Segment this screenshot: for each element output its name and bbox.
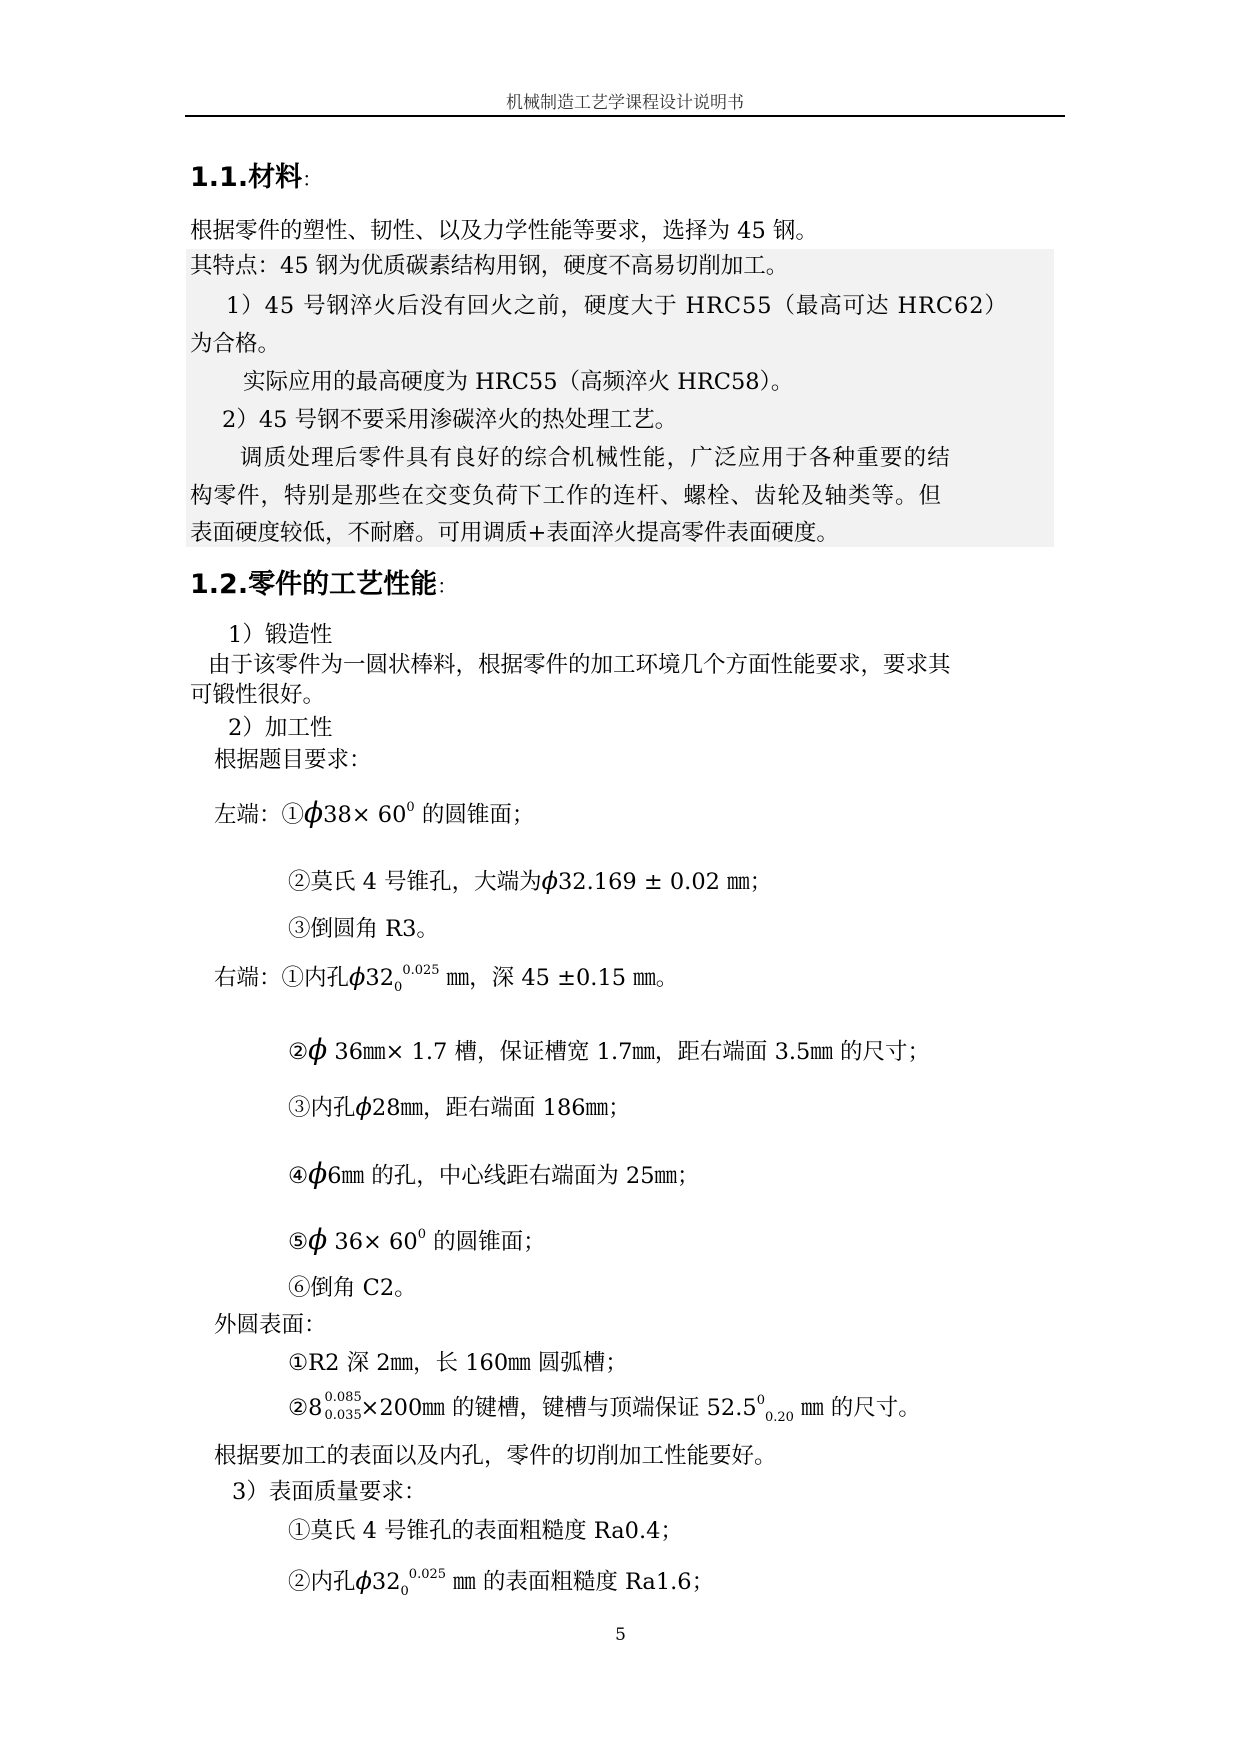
- item-text: 36× 60: [327, 1229, 418, 1255]
- diameter-symbol: ϕ: [308, 1223, 328, 1256]
- item-text: ×200㎜ 的键槽，键槽与顶端保证 52.5: [360, 1395, 757, 1421]
- item-text: ③内孔: [288, 1095, 356, 1121]
- paragraph: 根据要加工的表面以及内孔，零件的切削加工性能要好。: [214, 1443, 777, 1469]
- paragraph: 可锻性很好。: [190, 682, 326, 708]
- item-text: 38× 60: [323, 802, 407, 828]
- paragraph: 其特点：45 钢为优质碳素结构用钢，硬度不高易切削加工。: [190, 253, 789, 279]
- item-text: 32: [365, 965, 395, 991]
- item-text: ②内孔: [288, 1569, 356, 1595]
- tolerance-stack: [323, 1390, 362, 1423]
- item-text: 28㎜，距右端面 186㎜；: [371, 1095, 631, 1121]
- paragraph: 为合格。: [190, 331, 281, 357]
- superscript: 0.025: [402, 963, 440, 978]
- superscript: 0: [406, 800, 415, 815]
- item-text: 6㎜ 的孔，中心线距右端面为 25㎜；: [327, 1163, 700, 1189]
- diameter-symbol: ϕ: [308, 1033, 328, 1066]
- subscript: 0: [394, 980, 403, 995]
- item-text: 的圆锥面；: [425, 1229, 546, 1255]
- item-marker: ②: [288, 1039, 309, 1065]
- right-end-item-2: [288, 1035, 930, 1067]
- right-end-item-3: [288, 1092, 631, 1123]
- item-text: 32.169 ± 0.02 ㎜；: [557, 869, 773, 895]
- upper-deviation: 0.085: [324, 1390, 362, 1405]
- heading-colon: ：: [302, 167, 323, 191]
- left-end-item-3: ③倒圆角 R3。: [288, 916, 439, 942]
- section-heading-process-properties: [190, 570, 457, 601]
- right-end-label: 右端：: [214, 965, 282, 991]
- section-heading-materials: [190, 163, 322, 194]
- surface-item-2: [288, 1566, 714, 1601]
- paragraph: 2）45 号钢不要采用渗碳淬火的热处理工艺。: [222, 407, 678, 433]
- outer-surface-item-1: ①R2 深 2㎜，长 160㎜ 圆弧槽；: [288, 1350, 628, 1376]
- superscript: 0: [756, 1393, 765, 1408]
- item-text: 36㎜× 1.7 槽，保证槽宽 1.7㎜，距右端面 3.5㎜ 的尺寸；: [327, 1039, 931, 1065]
- paragraph: 实际应用的最高硬度为 HRC55（高频淬火 HRC58）。: [243, 369, 794, 395]
- left-end-label: 左端：: [214, 802, 282, 828]
- outer-surface-label: 外圆表面：: [214, 1312, 327, 1338]
- heading-colon: ：: [437, 574, 458, 598]
- item-marker: ⑤: [288, 1229, 309, 1255]
- item-marker: ①: [281, 802, 305, 828]
- item-text: ①内孔: [281, 965, 350, 991]
- surface-item-1: ①莫氏 4 号锥孔的表面粗糙度 Ra0.4；: [288, 1518, 683, 1544]
- lower-deviation: 0.035: [324, 1408, 362, 1423]
- diameter-symbol: ϕ: [541, 867, 558, 895]
- superscript: 0: [417, 1227, 426, 1242]
- paragraph: 调质处理后零件具有良好的综合机械性能，广泛应用于各种重要的结: [240, 445, 952, 471]
- paragraph: 根据零件的塑性、韧性、以及力学性能等要求，选择为 45 钢。: [190, 218, 818, 244]
- heading-text: 1.2.零件的工艺性能: [190, 569, 438, 600]
- paragraph: 1）45 号钢淬火后没有回火之前，硬度大于 HRC55（最高可达 HRC62）: [226, 293, 1008, 319]
- left-end-item-1: [214, 798, 534, 834]
- paragraph: 构零件，特别是那些在交变负荷下工作的连杆、螺栓、齿轮及轴类等。但: [190, 483, 943, 509]
- right-end-item-6: ⑥倒角 C2。: [288, 1275, 417, 1301]
- diameter-symbol: ϕ: [308, 1157, 328, 1190]
- paragraph: 由于该零件为一圆状棒料，根据零件的加工环境几个方面性能要求，要求其: [208, 652, 951, 678]
- subscript: 0.20: [764, 1410, 794, 1425]
- outer-surface-item-2: [288, 1390, 921, 1427]
- item-text: ②莫氏 4 号锥孔，大端为: [288, 869, 542, 895]
- subheading-surface-quality: 3）表面质量要求：: [232, 1479, 427, 1505]
- right-end-item-5: [288, 1225, 546, 1261]
- diameter-symbol: ϕ: [355, 1093, 372, 1121]
- diameter-symbol: ϕ: [349, 963, 366, 991]
- item-text: 32: [371, 1569, 401, 1595]
- item-text: ②8: [288, 1395, 323, 1421]
- subheading-forgeability: 1）锻造性: [228, 622, 333, 648]
- item-text: 的圆锥面；: [414, 802, 535, 828]
- right-end-item-1: [214, 962, 678, 997]
- running-header: 机械制造工艺学课程设计说明书: [506, 93, 744, 113]
- item-text: ㎜ 的表面粗糙度 Ra1.6；: [446, 1569, 715, 1595]
- superscript: 0.025: [408, 1567, 447, 1582]
- heading-text: 1.1.材料: [190, 162, 303, 193]
- right-end-item-4: [288, 1159, 700, 1191]
- paragraph: 表面硬度较低，不耐磨。可用调质+表面淬火提高零件表面硬度。: [190, 520, 839, 546]
- header-rule: [185, 115, 1065, 117]
- diameter-symbol: ϕ: [304, 796, 324, 829]
- paragraph: 根据题目要求：: [214, 747, 372, 773]
- item-text: ㎜ 的尺寸。: [793, 1395, 921, 1421]
- subheading-machinability: 2）加工性: [228, 715, 333, 741]
- diameter-symbol: ϕ: [355, 1567, 372, 1595]
- item-text: ㎜，深 45 ±0.15 ㎜。: [439, 965, 679, 991]
- item-marker: ④: [288, 1163, 309, 1189]
- subscript: 0: [400, 1584, 409, 1599]
- left-end-item-2: [288, 866, 772, 897]
- page-number: 5: [615, 1625, 626, 1645]
